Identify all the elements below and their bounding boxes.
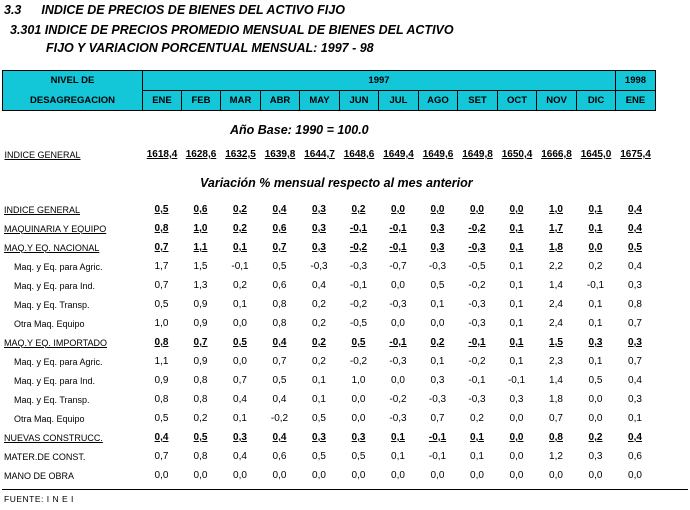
- variation-value: 0,5: [154, 413, 169, 424]
- indice-general-row: [3, 145, 656, 164]
- variation-value: 0,5: [272, 375, 287, 386]
- variation-value: 0,5: [154, 299, 169, 310]
- variation-value: 0,0: [351, 394, 366, 405]
- variation-value: 0,6: [272, 223, 287, 234]
- variation-value: 0,0: [549, 470, 563, 481]
- variation-value: 0,0: [588, 242, 603, 253]
- section-title-text: INDICE DE PRECIOS DE BIENES DEL ACTIVO FIJO: [41, 3, 345, 17]
- variation-value: 0,2: [430, 337, 445, 348]
- variation-value: 0,0: [509, 413, 524, 424]
- variation-value: -0,3: [389, 356, 407, 367]
- variation-value: 0,8: [193, 451, 208, 462]
- variation-value: 0,3: [509, 394, 524, 405]
- variation-value: 0,3: [351, 432, 366, 443]
- variation-value: 0,0: [233, 470, 247, 481]
- row-label: Otra Maq. Equipo: [14, 318, 85, 329]
- table-row: [2, 333, 655, 352]
- variation-value: 0,5: [628, 242, 642, 253]
- variation-value: 0,3: [233, 432, 247, 443]
- month-header: OCT: [498, 91, 537, 111]
- variation-value: 0,2: [312, 337, 326, 348]
- variation-value: 0,5: [588, 375, 603, 386]
- table-row: [2, 276, 655, 295]
- variation-value: 0,0: [193, 470, 208, 481]
- variation-value: 0,1: [509, 356, 524, 367]
- variation-value: 1,4: [549, 280, 563, 291]
- variation-value: -0,2: [270, 413, 289, 424]
- variation-value: 0,5: [312, 413, 326, 424]
- header-row-months: [3, 91, 656, 111]
- variation-value: 2,4: [549, 318, 563, 329]
- header-desagregacion: DESAGREGACION: [3, 91, 143, 111]
- index-value: 1644,7: [304, 149, 335, 160]
- variation-value: 0,4: [272, 432, 287, 443]
- variation-value: 1,0: [351, 375, 366, 386]
- variation-value: 0,1: [509, 299, 524, 310]
- variation-value: 0,8: [193, 394, 208, 405]
- variation-value: 0,2: [233, 223, 247, 234]
- variation-value: 0,6: [193, 204, 208, 215]
- variation-value: 1,5: [549, 337, 563, 348]
- variation-value: 1,3: [193, 280, 208, 291]
- month-header: ENE: [143, 91, 182, 111]
- variation-value: 0,8: [193, 375, 208, 386]
- variation-value: 1,8: [549, 242, 563, 253]
- variation-value: 0,1: [233, 413, 247, 424]
- variation-value: 0,1: [391, 432, 405, 443]
- header-row-years: [3, 71, 656, 91]
- row-label: MATER.DE CONST.: [4, 451, 86, 462]
- variation-value: 0,2: [193, 413, 208, 424]
- variation-value: 0,4: [233, 451, 247, 462]
- variation-value: 0,7: [154, 280, 169, 291]
- variation-value: -0,3: [468, 394, 486, 405]
- variation-value: 0,4: [628, 432, 642, 443]
- table-row: [2, 447, 655, 466]
- variation-value: 0,7: [628, 356, 642, 367]
- variation-value: 0,1: [509, 261, 524, 272]
- table-row: [2, 466, 655, 485]
- variation-value: 0,0: [509, 451, 524, 462]
- variation-value: 0,8: [549, 432, 563, 443]
- variation-value: 0,7: [154, 451, 169, 462]
- table-title-line2: FIJO Y VARIACION PORCENTUAL MENSUAL: 1997 - 98: [46, 41, 374, 55]
- base-year-note: Año Base: 1990 = 100.0: [230, 123, 369, 137]
- variation-value: 0,6: [272, 280, 287, 291]
- variation-value: 0,4: [628, 223, 642, 234]
- variation-value: 0,8: [154, 223, 169, 234]
- variation-value: 0,2: [351, 204, 366, 215]
- variation-value: 1,0: [549, 204, 563, 215]
- variation-value: 0,3: [628, 280, 642, 291]
- variation-value: 0,1: [430, 356, 445, 367]
- variation-value: -0,1: [468, 337, 486, 348]
- variation-value: 1,7: [549, 223, 563, 234]
- variation-value: 0,1: [588, 223, 603, 234]
- row-label: Maq. y Eq. para Ind.: [14, 375, 96, 386]
- variation-value: 0,1: [391, 451, 405, 462]
- variation-value: 0,0: [233, 356, 247, 367]
- variation-value: 0,7: [272, 356, 287, 367]
- variation-value: -0,3: [428, 261, 447, 272]
- section-number: 3.3: [4, 3, 22, 17]
- variation-value: 0,1: [628, 413, 642, 424]
- index-value: 1649,6: [422, 149, 454, 160]
- variation-value: -0,2: [468, 223, 486, 234]
- month-header: ENE: [616, 91, 656, 111]
- row-label: MAQ.Y EQ. IMPORTADO: [4, 337, 108, 348]
- variation-value: 0,8: [272, 299, 287, 310]
- variation-value: -0,7: [389, 261, 407, 272]
- variation-value: -0,3: [468, 242, 486, 253]
- variation-value: 0,4: [154, 432, 169, 443]
- variation-value: -0,2: [349, 356, 368, 367]
- variation-value: 0,1: [509, 223, 524, 234]
- variation-value: 1,0: [154, 318, 169, 329]
- variation-value: 0,5: [193, 432, 208, 443]
- variation-value: 0,1: [430, 299, 445, 310]
- row-label: INDICE GENERAL: [4, 204, 81, 215]
- variation-value: 0,5: [430, 280, 445, 291]
- table-row: [2, 390, 655, 409]
- variation-value: 0,0: [391, 470, 405, 481]
- variation-value: 0,3: [628, 337, 642, 348]
- variation-value: 0,0: [470, 204, 484, 215]
- variation-value: 0,1: [470, 432, 484, 443]
- variation-value: 0,0: [509, 204, 524, 215]
- variation-value: -0,1: [507, 375, 526, 386]
- variation-value: 0,4: [272, 204, 287, 215]
- variation-value: 0,3: [312, 242, 326, 253]
- variation-value: 0,0: [312, 470, 326, 481]
- variation-value: -0,1: [389, 223, 407, 234]
- table-row: [2, 238, 655, 257]
- row-label: Otra Maq. Equipo: [14, 413, 85, 424]
- month-header: FEB: [182, 91, 221, 111]
- variation-value: 1,4: [549, 375, 563, 386]
- index-value: 1628,6: [185, 149, 217, 160]
- table-row: [2, 371, 655, 390]
- variation-value: 0,5: [272, 261, 287, 272]
- variation-value: 0,0: [391, 204, 405, 215]
- header-nivel: NIVEL DE: [3, 71, 143, 91]
- variation-value: 0,0: [470, 470, 484, 481]
- variation-value: 0,0: [628, 470, 642, 481]
- variation-value: 0,0: [272, 470, 287, 481]
- variation-value: 0,1: [312, 394, 326, 405]
- variation-value: 0,7: [154, 242, 169, 253]
- variation-value: 0,2: [312, 318, 326, 329]
- month-header: NOV: [537, 91, 577, 111]
- section-title: [4, 3, 345, 17]
- table-row: [2, 295, 655, 314]
- variation-value: 0,3: [588, 451, 603, 462]
- variation-value: 1,5: [193, 261, 208, 272]
- variation-value: 0,3: [628, 394, 642, 405]
- bottom-rule: [2, 489, 688, 490]
- variation-value: -0,1: [349, 223, 368, 234]
- variation-value: 0,1: [509, 337, 524, 348]
- variation-value: 0,0: [351, 470, 366, 481]
- row-label: INDICE GENERAL: [4, 149, 81, 160]
- index-value: 1648,6: [343, 149, 375, 160]
- table-row: [2, 352, 655, 371]
- variation-value: 0,0: [588, 394, 603, 405]
- variation-value: 0,0: [154, 470, 169, 481]
- variation-value: -0,3: [349, 261, 368, 272]
- variation-value: 0,0: [351, 413, 366, 424]
- variation-value: -0,1: [428, 451, 447, 462]
- variation-value: 0,3: [312, 223, 326, 234]
- variation-value: 0,1: [509, 242, 524, 253]
- variation-value: -0,1: [389, 337, 407, 348]
- variation-value: 0,1: [588, 318, 603, 329]
- variation-table: [2, 200, 655, 485]
- table-row: [2, 257, 655, 276]
- row-label: MANO DE OBRA: [4, 470, 75, 481]
- variation-value: 0,3: [588, 337, 603, 348]
- row-label: Maq. y Eq. Transp.: [14, 394, 90, 405]
- index-value: 1649,4: [383, 149, 414, 160]
- variation-value: 0,9: [154, 375, 169, 386]
- variation-value: 0,1: [312, 375, 326, 386]
- variation-value: 0,4: [628, 375, 642, 386]
- table-row: [2, 409, 655, 428]
- variation-value: -0,3: [468, 299, 486, 310]
- month-header: AGO: [419, 91, 458, 111]
- variation-value: 0,9: [193, 356, 208, 367]
- variation-value: 0,7: [193, 337, 208, 348]
- variation-value: 0,6: [272, 451, 287, 462]
- month-header: MAY: [300, 91, 340, 111]
- index-value: 1618,4: [146, 149, 178, 160]
- variation-value: 1,2: [549, 451, 563, 462]
- variation-value: 2,3: [549, 356, 563, 367]
- table-row: [2, 200, 655, 219]
- table-row: [2, 219, 655, 238]
- variation-value: 0,2: [233, 204, 247, 215]
- variation-value: -0,1: [389, 242, 407, 253]
- variation-value: 0,8: [628, 299, 642, 310]
- variation-value: 0,3: [430, 242, 445, 253]
- row-label: Maq. y Eq. Transp.: [14, 299, 90, 310]
- variation-value: 2,4: [549, 299, 563, 310]
- variation-value: -0,1: [428, 432, 447, 443]
- variation-value: 0,0: [233, 318, 247, 329]
- variation-value: 0,5: [351, 337, 366, 348]
- variation-value: 0,1: [588, 356, 603, 367]
- row-label: MAQUINARIA Y EQUIPO: [4, 223, 107, 234]
- table-title-line1: 3.301 INDICE DE PRECIOS PROMEDIO MENSUAL DE BIENES DEL ACTIVO: [10, 23, 454, 37]
- variation-value: 1,1: [154, 356, 169, 367]
- index-value: 1645,0: [580, 149, 612, 160]
- variation-value: -0,5: [349, 318, 368, 329]
- variation-value: 0,1: [470, 451, 484, 462]
- variation-value: 0,2: [470, 413, 484, 424]
- variation-value: 0,0: [391, 318, 405, 329]
- index-value: 1650,4: [501, 149, 533, 160]
- variation-value: 0,1: [509, 280, 524, 291]
- variation-value: 0,0: [588, 470, 603, 481]
- variation-value: 1,7: [154, 261, 169, 272]
- variation-value: 0,9: [193, 299, 208, 310]
- variation-value: -0,3: [310, 261, 328, 272]
- variation-value: 0,7: [430, 413, 445, 424]
- variation-title: Variación % mensual respecto al mes anterior: [200, 176, 473, 190]
- variation-value: 0,9: [193, 318, 208, 329]
- variation-value: 0,0: [430, 470, 445, 481]
- variation-value: 0,0: [430, 204, 445, 215]
- row-label: Maq. y Eq. para Agric.: [14, 261, 103, 272]
- variation-value: 0,3: [430, 375, 445, 386]
- variation-value: 0,4: [272, 394, 287, 405]
- variation-value: -0,2: [389, 394, 407, 405]
- variation-value: 1,0: [193, 223, 208, 234]
- variation-value: -0,2: [468, 280, 486, 291]
- variation-value: 0,8: [154, 394, 169, 405]
- row-label: Maq. y Eq. para Agric.: [14, 356, 103, 367]
- month-header: MAR: [221, 91, 261, 111]
- row-label: NUEVAS CONSTRUCC.: [4, 432, 103, 443]
- table-row: [2, 428, 655, 447]
- variation-value: -0,3: [389, 413, 407, 424]
- variation-value: -0,1: [231, 261, 249, 272]
- index-value: 1632,5: [225, 149, 256, 160]
- variation-value: 1,1: [193, 242, 208, 253]
- variation-value: -0,1: [468, 375, 486, 386]
- variation-value: -0,2: [349, 242, 368, 253]
- variation-value: 0,2: [588, 261, 603, 272]
- variation-value: 0,7: [549, 413, 563, 424]
- source-note: FUENTE: I N E I: [4, 494, 74, 504]
- variation-value: 0,3: [312, 204, 326, 215]
- variation-value: -0,1: [349, 280, 368, 291]
- month-header: JUL: [379, 91, 419, 111]
- index-value: 1639,8: [264, 149, 296, 160]
- row-label: Maq. y Eq. para Ind.: [14, 280, 96, 291]
- month-header: DIC: [577, 91, 616, 111]
- header-year-1997: 1997: [143, 71, 616, 91]
- row-label: MAQ.Y EQ. NACIONAL: [4, 242, 100, 253]
- variation-value: 0,2: [312, 299, 326, 310]
- variation-value: 0,1: [588, 299, 603, 310]
- variation-value: 0,5: [312, 451, 326, 462]
- variation-value: -0,2: [468, 356, 486, 367]
- variation-value: 0,5: [351, 451, 366, 462]
- variation-value: 0,4: [233, 394, 247, 405]
- index-value: 1649,8: [462, 149, 493, 160]
- month-header: SET: [458, 91, 498, 111]
- variation-value: 0,4: [628, 261, 642, 272]
- variation-value: 0,1: [233, 242, 247, 253]
- variation-value: 0,0: [391, 280, 405, 291]
- variation-value: 2,2: [549, 261, 563, 272]
- variation-value: 0,5: [233, 337, 247, 348]
- variation-value: 0,5: [154, 204, 169, 215]
- variation-value: 0,7: [272, 242, 287, 253]
- variation-value: 0,2: [588, 432, 603, 443]
- header-year-1998: 1998: [616, 71, 656, 91]
- variation-value: 0,6: [628, 451, 642, 462]
- variation-value: -0,1: [586, 280, 605, 291]
- variation-value: 0,1: [509, 318, 524, 329]
- variation-value: 0,2: [233, 280, 247, 291]
- variation-value: 0,7: [628, 318, 642, 329]
- index-value: 1675,4: [620, 149, 651, 160]
- variation-value: 0,3: [312, 432, 326, 443]
- variation-value: 0,2: [312, 356, 326, 367]
- index-value: 1666,8: [541, 149, 572, 160]
- variation-value: 0,0: [509, 432, 524, 443]
- table-row: [2, 314, 655, 333]
- variation-value: -0,3: [389, 299, 407, 310]
- variation-value: 0,1: [233, 299, 247, 310]
- variation-value: 0,8: [154, 337, 169, 348]
- variation-value: 0,0: [588, 413, 603, 424]
- variation-value: 0,0: [391, 375, 405, 386]
- month-header: ABR: [261, 91, 300, 111]
- variation-value: 0,1: [588, 204, 603, 215]
- variation-value: 0,4: [272, 337, 287, 348]
- variation-value: 0,0: [430, 318, 445, 329]
- variation-value: 0,4: [312, 280, 326, 291]
- variation-value: 0,4: [628, 204, 642, 215]
- variation-value: 1,8: [549, 394, 563, 405]
- variation-value: -0,3: [428, 394, 447, 405]
- variation-value: -0,2: [349, 299, 368, 310]
- price-index-table: [2, 70, 656, 164]
- variation-value: 0,8: [272, 318, 287, 329]
- variation-value: 0,3: [430, 223, 445, 234]
- variation-value: 0,0: [509, 470, 524, 481]
- month-header: JUN: [340, 91, 379, 111]
- variation-value: -0,5: [468, 261, 486, 272]
- variation-value: -0,3: [468, 318, 486, 329]
- variation-value: 0,7: [233, 375, 247, 386]
